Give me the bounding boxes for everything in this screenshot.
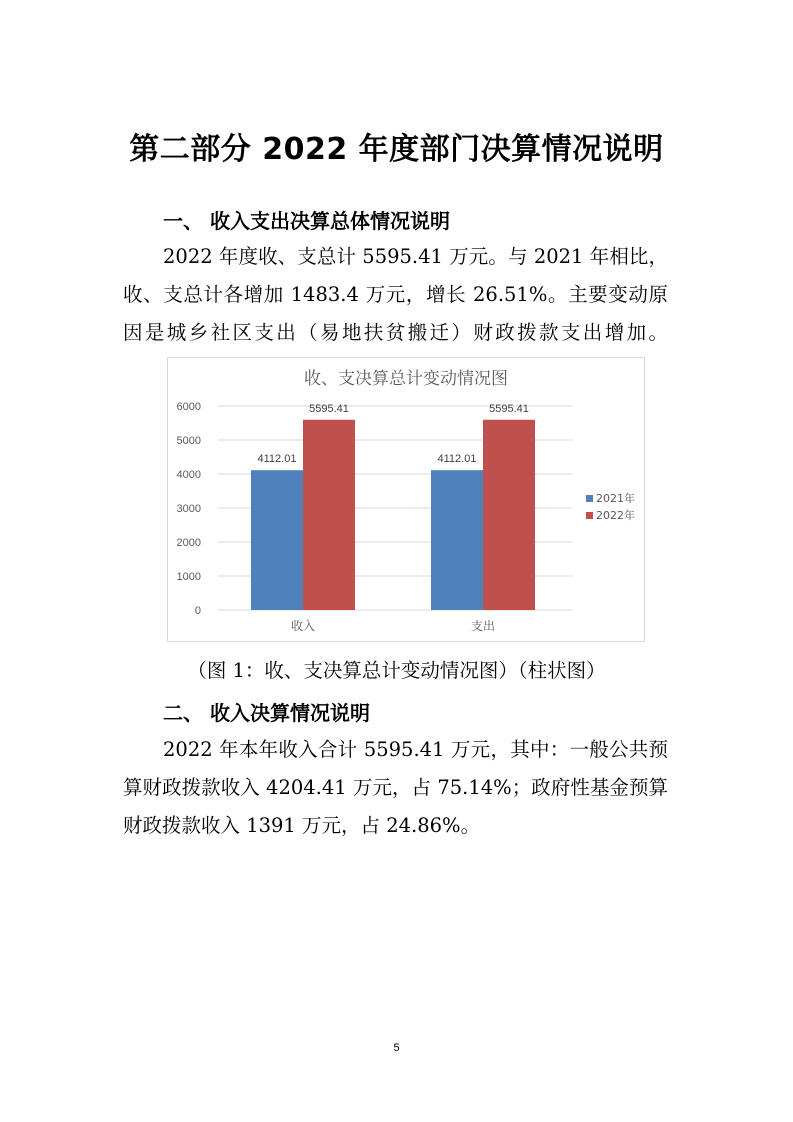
bar: [303, 420, 355, 610]
section-heading-1: 一、 收入支出决算总体情况说明: [163, 209, 450, 233]
y-tick-label: 1000: [176, 571, 201, 583]
paragraph-1: [123, 238, 668, 352]
x-tick-label: 支出: [470, 619, 496, 633]
legend-label: 2022年: [596, 509, 635, 522]
bar-chart: [168, 358, 644, 641]
y-tick-label: 6000: [176, 401, 201, 413]
data-label: 5595.41: [489, 402, 529, 415]
paragraph-line: 收、支总计各增加 1483.4 万元，增长 26.51%。主要变动原: [123, 283, 668, 306]
y-tick-label: 3000: [176, 503, 201, 515]
legend-swatch: [586, 495, 593, 502]
page-number: 5: [393, 1042, 400, 1054]
data-label: 5595.41: [309, 402, 349, 415]
paragraph-line: 因是城乡社区支出（易地扶贫搬迁）财政拨款支出增加。: [123, 321, 668, 344]
y-tick-label: 4000: [176, 469, 201, 481]
paragraph-line: 财政拨款收入 1391 万元，占 24.86%。: [123, 814, 481, 837]
y-tick-label: 2000: [176, 537, 201, 549]
paragraph-2: [123, 731, 668, 845]
figure-caption: （图 1：收、支决算总计变动情况图）（柱状图）: [187, 659, 606, 682]
chart-title: 收、支决算总计变动情况图: [304, 369, 508, 389]
data-label: 4112.01: [257, 453, 297, 466]
section-heading-2: 二、 收入决算情况说明: [163, 701, 370, 725]
bar: [431, 470, 483, 610]
paragraph-line: 2022 年本年收入合计 5595.41 万元，其中：一般公共预: [163, 738, 668, 761]
bar-chart-figure: [167, 357, 645, 642]
y-tick-label: 0: [194, 605, 201, 617]
paragraph-line: 算财政拨款收入 4204.41 万元，占 75.14%；政府性基金预算: [123, 776, 668, 799]
y-tick-label: 5000: [176, 435, 201, 447]
page-title: 第二部分 2022 年度部门决算情况说明: [129, 132, 664, 167]
bar: [483, 420, 535, 610]
bar: [251, 470, 303, 610]
x-tick-label: 收入: [290, 619, 316, 633]
legend-label: 2021年: [596, 492, 635, 505]
paragraph-line: 2022 年度收、支总计 5595.41 万元。与 2021 年相比，: [163, 245, 668, 268]
legend-swatch: [586, 512, 593, 519]
data-label: 4112.01: [437, 453, 477, 466]
